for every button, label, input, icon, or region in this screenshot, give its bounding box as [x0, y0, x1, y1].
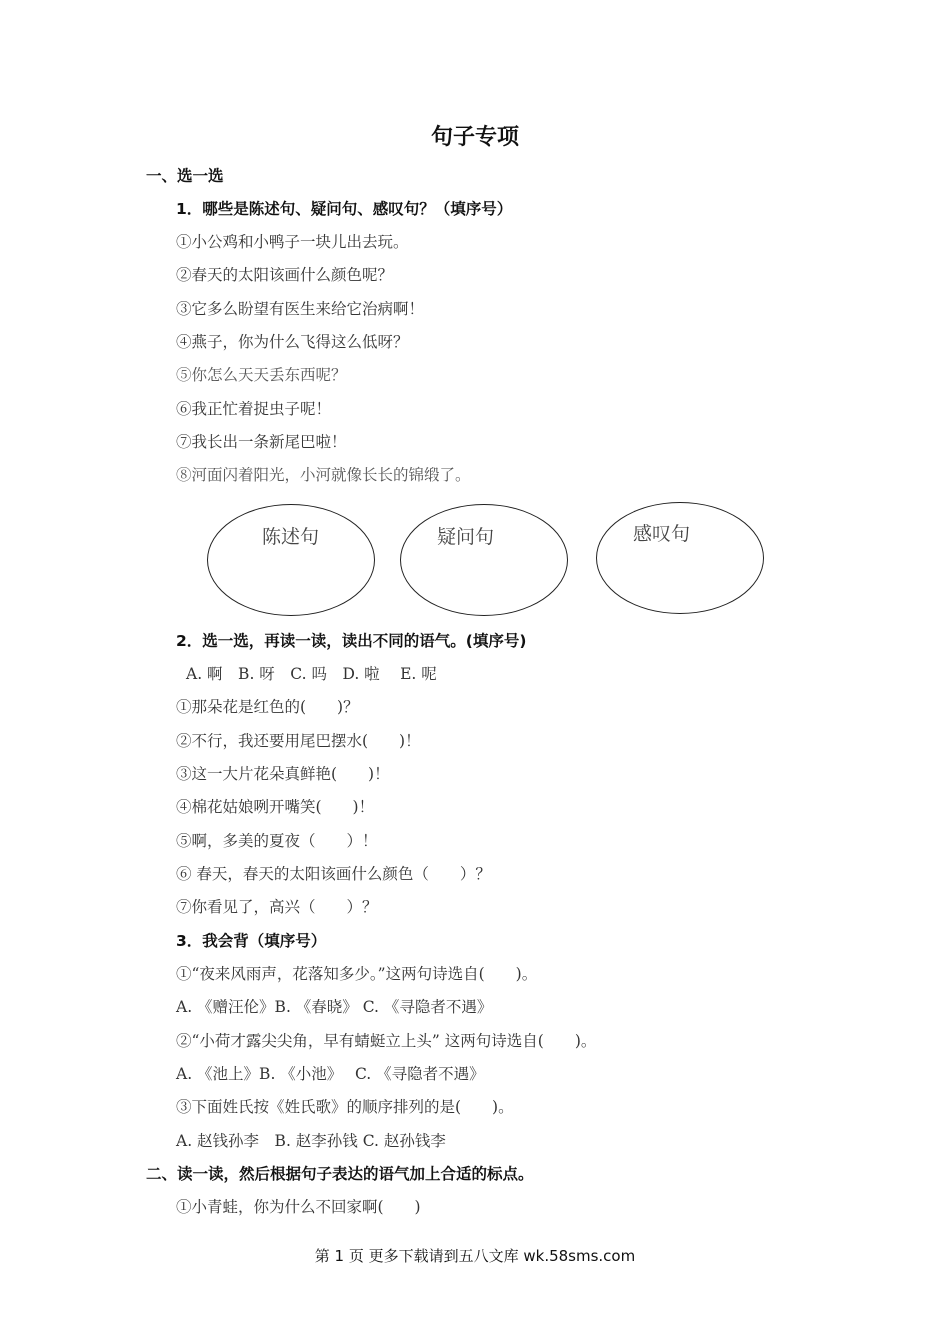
q2-options: A. 啊 B. 呀 C. 吗 D. 啦 E. 呢: [186, 665, 437, 683]
declarative-label: 陈述句: [262, 526, 320, 548]
page-footer: 第 1 页 更多下载请到五八文库 wk.58sms.com: [314, 1247, 636, 1265]
page-title: 句子专项: [430, 125, 519, 150]
interrogative-circle: [400, 504, 568, 616]
q2-item: ⑤啊，多美的夏夜（ ）！: [176, 832, 378, 850]
q1-item: ⑤你怎么天天丢东西呢？: [176, 366, 347, 384]
q2-item: ⑦你看见了，高兴（ ）？: [176, 898, 378, 916]
q3-item: ②“小荷才露尖尖角，早有蜻蜓立上头” 这两句诗选自( )。: [176, 1032, 597, 1050]
q3-item: ③下面姓氏按《姓氏歌》的顺序排列的是( )。: [176, 1098, 514, 1116]
q3-options: A. 赵钱孙李 B. 赵李孙钱 C. 赵孙钱李: [176, 1132, 446, 1150]
section2-item: ①小青蛙，你为什么不回家啊( ): [176, 1198, 421, 1216]
q2-item: ⑥ 春天，春天的太阳该画什么颜色（ ）？: [176, 865, 491, 883]
q2-item: ③这一大片花朵真鲜艳( )！: [176, 765, 390, 783]
q3-options: A. 《池上》B. 《小池》 C. 《寻隐者不遇》: [176, 1065, 485, 1083]
interrogative-label: 疑问句: [437, 526, 495, 548]
q1-item: ②春天的太阳该画什么颜色呢？: [176, 266, 394, 284]
q2-item: ①那朵花是红色的( )？: [176, 698, 359, 716]
q1-item: ④燕子，你为什么飞得这么低呀？: [176, 333, 409, 351]
q1-item: ⑥我正忙着捉虫子呢！: [176, 400, 332, 418]
exclamatory-label: 感叹句: [633, 523, 691, 545]
q1-item: ①小公鸡和小鸭子一块儿出去玩。: [176, 233, 409, 251]
q1-item: ⑦我长出一条新尾巴啦！: [176, 433, 347, 451]
q1-item: ③它多么盼望有医生来给它治病啊！: [176, 300, 425, 318]
q2-item: ④棉花姑娘咧开嘴笑( )！: [176, 798, 375, 816]
q1-item: ⑧河面闪着阳光，小河就像长长的锦缎了。: [176, 466, 471, 484]
q2-item: ②不行，我还要用尾巴摆水( )！: [176, 732, 421, 750]
q3-item: ①“夜来风雨声，花落知多少。”这两句诗选自( )。: [176, 965, 538, 983]
question-1-prompt: 1．哪些是陈述句、疑问句、感叹句？（填序号）: [176, 200, 513, 218]
question-2-prompt: 2．选一选，再读一读，读出不同的语气。(填序号): [176, 632, 527, 650]
section-heading-2: 二、读一读，然后根据句子表达的语气加上合适的标点。: [146, 1165, 534, 1183]
section-heading-1: 一、选一选: [146, 167, 224, 185]
question-3-prompt: 3．我会背（填序号）: [176, 932, 327, 950]
q3-options: A. 《赠汪伦》B. 《春晓》 C. 《寻隐者不遇》: [176, 998, 493, 1016]
declarative-circle: [207, 504, 375, 616]
